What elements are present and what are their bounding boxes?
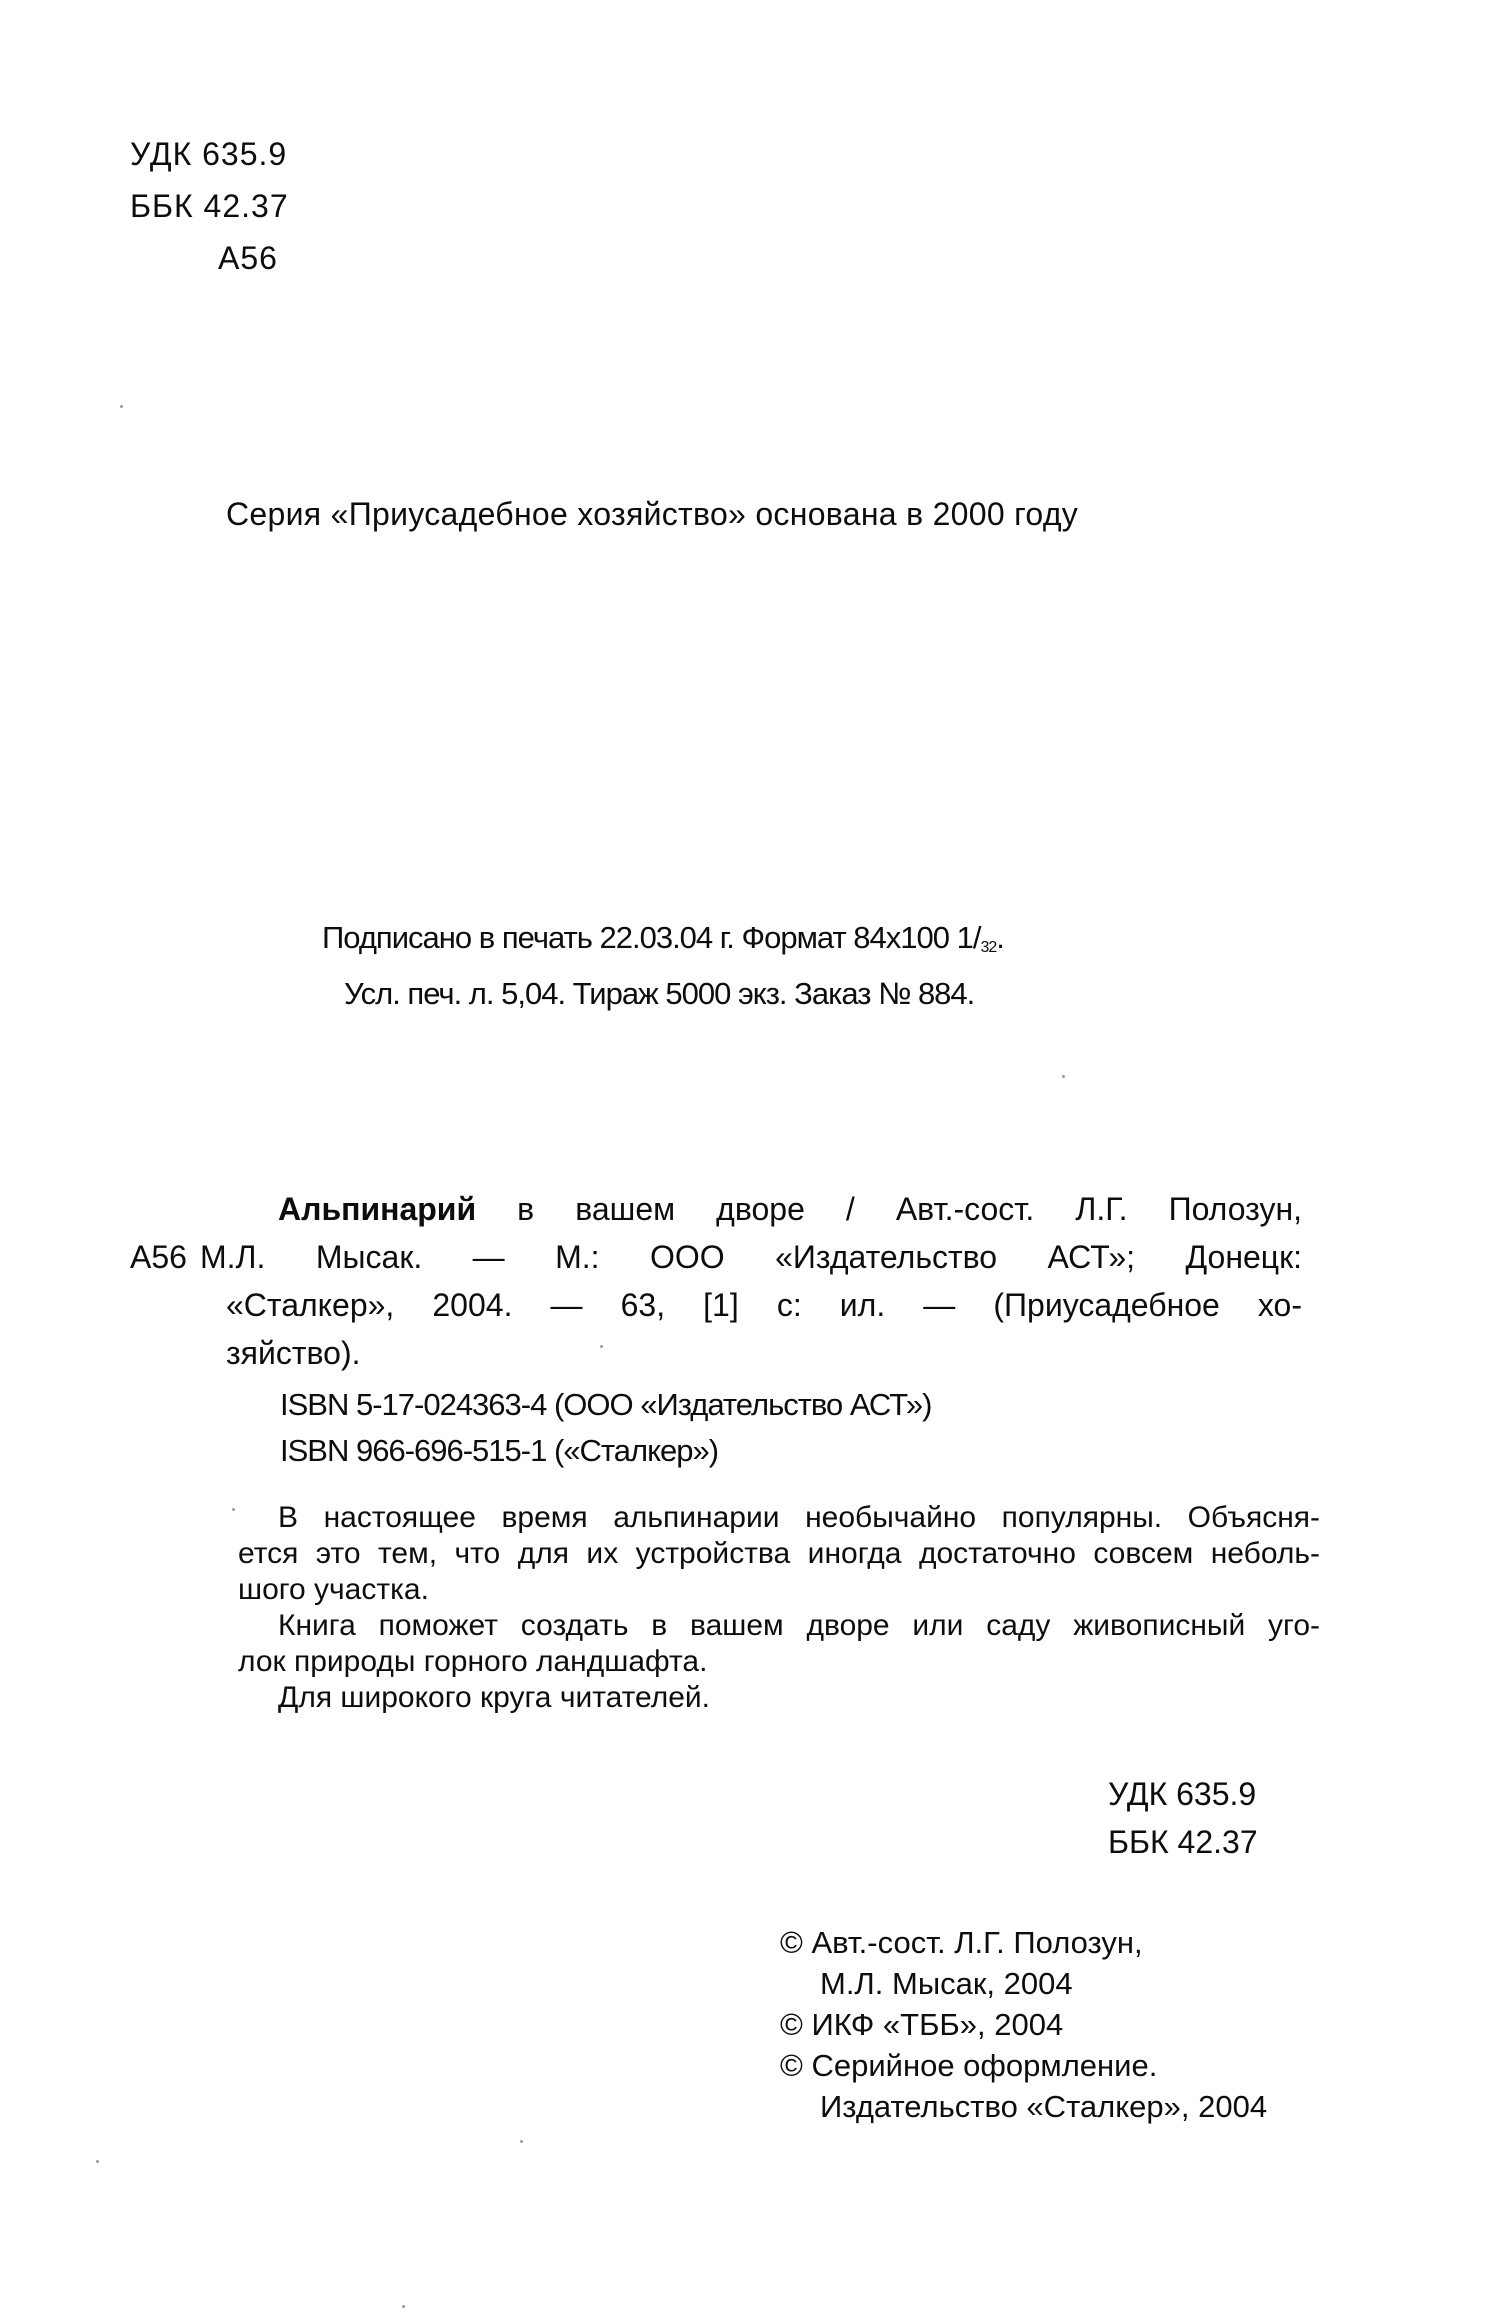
copyright-line: М.Л. Мысак, 2004	[820, 1966, 1073, 2001]
biblio-line-1-rest: в вашем дворе / Авт.-сост. Л.Г. Полозун,	[517, 1191, 1303, 1227]
scan-speck	[96, 2160, 99, 2163]
book-title: Альпинарий	[278, 1191, 477, 1227]
author-mark: А56	[218, 240, 278, 276]
copyright-line: © ИКФ «ТББ», 2004	[780, 2007, 1064, 2042]
imprint-format-fraction: 32	[980, 939, 997, 956]
scan-speck	[120, 405, 123, 408]
biblio-line-2-rest: М.Л. Мысак. — М.: ООО «Издательство АСТ»; Донецк:	[200, 1239, 1302, 1275]
annotation-block	[238, 1500, 1320, 1716]
bottom-classification-index	[1108, 1770, 1258, 1866]
imprint-line-1-text: Подписано в печать 22.03.04 г. Формат 84х100 1/	[322, 920, 981, 955]
isbn-block	[280, 1382, 931, 1474]
biblio-line-1	[130, 1185, 1302, 1233]
copyright-line: © Авт.-сост. Л.Г. Полозун,	[780, 1925, 1143, 1960]
scan-speck	[600, 1345, 603, 1348]
isbn-stalker: ISBN 966-696-515-1 («Сталкер»)	[280, 1433, 719, 1468]
biblio-line-2	[130, 1233, 1302, 1281]
copyright-line: © Серийное оформление.	[780, 2048, 1158, 2083]
biblio-line-3: «Сталкер», 2004. — 63, [1] с: ил. — (Приусадебное хо-	[226, 1287, 1302, 1323]
scan-speck	[232, 1508, 235, 1511]
scan-speck	[1062, 1075, 1065, 1078]
imprint-line-1	[322, 915, 1004, 971]
imprint-line-1-end: .	[996, 920, 1004, 955]
bbk-code-bottom: ББК 42.37	[1108, 1824, 1258, 1860]
isbn-ast: ISBN 5-17-024363-4 (ООО «Издательство АСТ»)	[280, 1387, 932, 1422]
copyright-block	[780, 1922, 1267, 2127]
udk-code-bottom: УДК 635.9	[1108, 1776, 1257, 1812]
biblio-index: А56	[130, 1239, 187, 1275]
scan-speck	[520, 2140, 523, 2143]
scan-speck	[402, 2305, 405, 2308]
bibliographic-description	[130, 1185, 1302, 1377]
biblio-line-4: зяйство).	[226, 1335, 361, 1371]
annotation-line: Для широкого круга читателей.	[278, 1681, 711, 1714]
annotation-line: шого участка.	[238, 1573, 429, 1606]
annotation-line: Книга поможет создать в вашем дворе или саду живописный уго-	[278, 1609, 1320, 1642]
series-line: Серия «Приусадебное хозяйство» основана в 2000 году	[226, 496, 1079, 532]
bbk-code: ББК 42.37	[130, 188, 289, 224]
imprint-block	[322, 915, 1004, 1017]
annotation-line: ется это тем, что для их устройства иногда достаточно совсем неболь-	[238, 1537, 1320, 1570]
annotation-line: В настоящее время альпинарии необычайно популярны. Объясня-	[278, 1501, 1320, 1534]
copyright-line: Издательство «Сталкер», 2004	[820, 2089, 1268, 2124]
imprint-line-2: Усл. печ. л. 5,04. Тираж 5000 экз. Заказ № 884.	[344, 976, 975, 1011]
top-classification-index	[130, 128, 289, 284]
annotation-line: лок природы горного ландшафта.	[238, 1645, 708, 1678]
udk-code: УДК 635.9	[130, 136, 288, 172]
